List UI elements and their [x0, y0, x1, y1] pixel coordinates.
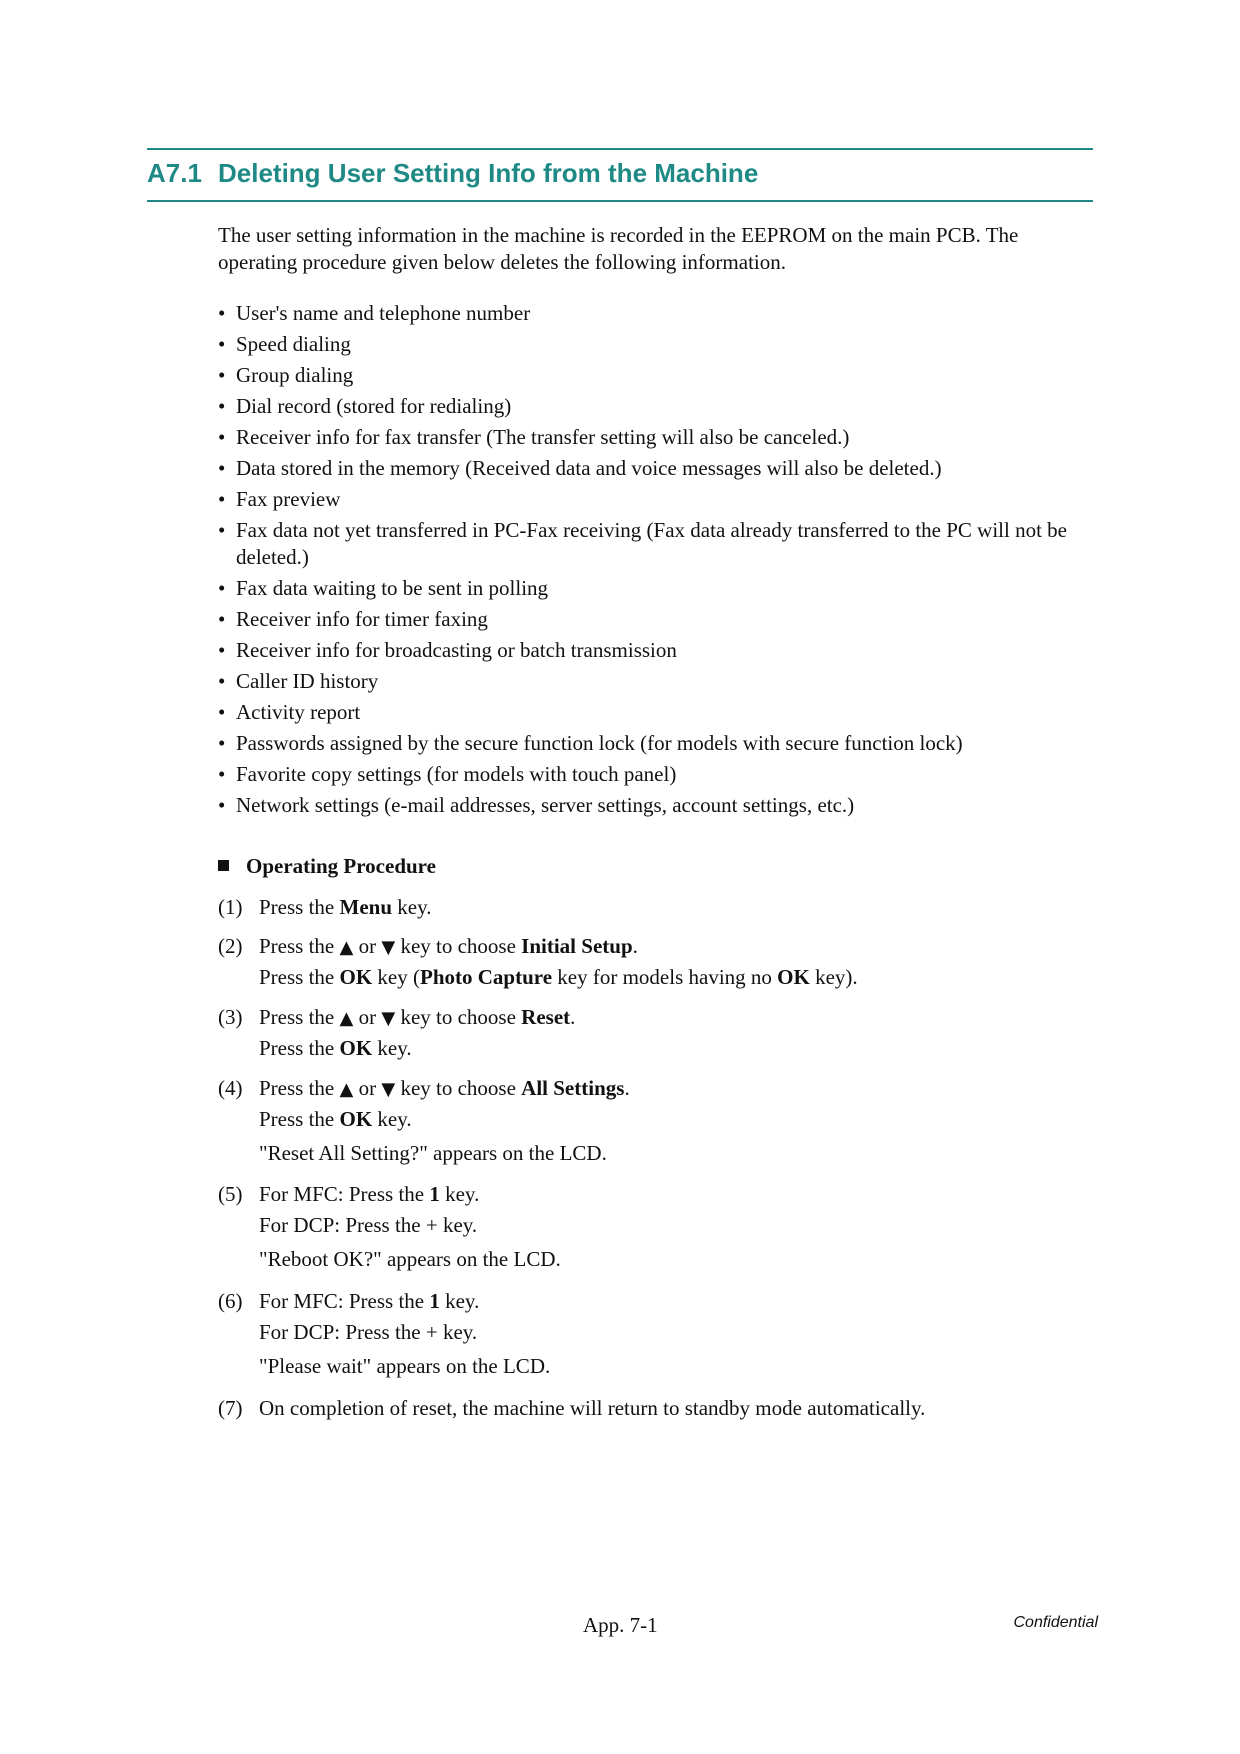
lcd-message: "Reset All Setting?" appears on the LCD.	[259, 1141, 607, 1165]
page-number: App. 7-1	[583, 1613, 658, 1637]
step-text: key.	[439, 1289, 480, 1313]
section-number: A7.1	[147, 158, 202, 188]
list-item-text: Fax preview	[236, 487, 341, 511]
list-item-text: Receiver info for broadcasting or batch transmission	[236, 638, 677, 662]
step-text: key to choose	[395, 1005, 522, 1029]
bullet-icon: •	[218, 456, 226, 480]
ok-key-label: OK	[339, 1107, 373, 1131]
step-text: key.	[372, 1036, 412, 1060]
bullet-icon: •	[218, 638, 226, 662]
list-item	[218, 699, 1096, 726]
up-arrow-icon: ▲	[339, 937, 354, 958]
list-item	[218, 637, 1096, 664]
step-text: key.	[392, 895, 432, 919]
list-item	[218, 424, 1096, 451]
step-text: For MFC: Press the	[259, 1182, 430, 1206]
step-text: or	[353, 934, 382, 958]
list-item	[218, 668, 1096, 695]
list-item	[218, 300, 1096, 327]
step-text: Press the	[259, 1036, 340, 1060]
list-item-text: Activity report	[236, 700, 361, 724]
step-text: key.	[439, 1182, 480, 1206]
list-item-text: Group dialing	[236, 363, 354, 387]
step-text: Press the	[259, 895, 340, 919]
list-item-text: Passwords assigned by the secure function lock (for models with secure function lock)	[236, 731, 963, 755]
step-line	[259, 1181, 479, 1208]
step-line	[259, 1288, 479, 1315]
down-arrow-icon: ▼	[381, 1008, 396, 1029]
key-1-label: 1	[429, 1289, 440, 1313]
step-line	[259, 1106, 412, 1133]
step-text: .	[570, 1005, 576, 1029]
step-line	[259, 1075, 630, 1103]
heading-rule-top	[147, 148, 1093, 150]
intro-paragraph: The user setting information in the machine is recorded in the EEPROM on the main PCB. The operating procedure given below deletes the following information.	[218, 223, 1019, 274]
down-arrow-icon: ▼	[381, 937, 396, 958]
step-text: Press the	[259, 1076, 340, 1100]
heading-rule-bottom	[147, 200, 1093, 202]
step-number: (4)	[218, 1076, 243, 1100]
step-line: On completion of reset, the machine will return to standby mode automatically.	[259, 1396, 926, 1420]
section-heading	[147, 158, 1093, 189]
menu-key-label: Menu	[339, 895, 392, 919]
step-line: For DCP: Press the + key.	[259, 1213, 478, 1237]
step-number: (1)	[218, 895, 243, 919]
bullet-icon: •	[218, 518, 226, 542]
bullet-icon: •	[218, 731, 226, 755]
list-item-text: Dial record (stored for redialing)	[236, 394, 512, 418]
step-text: .	[632, 934, 638, 958]
step-line	[259, 894, 431, 921]
step-number: (6)	[218, 1289, 243, 1313]
up-arrow-icon: ▲	[339, 1079, 354, 1100]
step-text: key.	[372, 1107, 412, 1131]
list-item-text: Fax data not yet transferred in PC-Fax receiving (Fax data already transferred to the PC will not be deleted.)	[236, 518, 1067, 569]
bullet-icon: •	[218, 487, 226, 511]
option-label: Reset	[521, 1005, 571, 1029]
list-item-text: Speed dialing	[236, 332, 351, 356]
step-number: (5)	[218, 1182, 243, 1206]
step-line	[259, 933, 638, 961]
list-item	[218, 362, 1096, 389]
list-item	[218, 606, 1096, 633]
list-item-text: Receiver info for timer faxing	[236, 607, 488, 631]
step-text: key for models having no	[552, 965, 778, 989]
list-item-text: User's name and telephone number	[236, 301, 531, 325]
lcd-message: "Please wait" appears on the LCD.	[259, 1354, 551, 1378]
option-label: All Settings	[521, 1076, 625, 1100]
list-item-text: Fax data waiting to be sent in polling	[236, 576, 549, 600]
step-text: or	[353, 1076, 382, 1100]
bullet-icon: •	[218, 762, 226, 786]
bullet-icon: •	[218, 576, 226, 600]
step-text: .	[624, 1076, 630, 1100]
step-text: Press the	[259, 1005, 340, 1029]
lcd-message: "Reboot OK?" appears on the LCD.	[259, 1247, 561, 1271]
step-number: (7)	[218, 1396, 243, 1420]
list-item-text: Favorite copy settings (for models with touch panel)	[236, 762, 677, 786]
step-line	[259, 964, 858, 991]
step-text: key to choose	[395, 934, 522, 958]
list-item	[218, 331, 1096, 358]
list-item	[218, 517, 1096, 571]
bullet-icon: •	[218, 301, 226, 325]
bullet-icon: •	[218, 394, 226, 418]
list-item	[218, 486, 1096, 513]
ok-key-label: OK	[339, 1036, 373, 1060]
list-item-text: Network settings (e-mail addresses, server settings, account settings, etc.)	[236, 793, 855, 817]
list-item	[218, 761, 1096, 788]
section-title: Deleting User Setting Info from the Machine	[218, 158, 759, 188]
step-text: key (	[372, 965, 420, 989]
bullet-icon: •	[218, 700, 226, 724]
list-item	[218, 792, 1096, 819]
square-bullet-icon	[218, 860, 229, 871]
ok-key-label: OK	[339, 965, 373, 989]
option-label: Initial Setup	[521, 934, 633, 958]
step-text: Press the	[259, 1107, 340, 1131]
step-text: or	[353, 1005, 382, 1029]
deleted-info-list	[218, 300, 1096, 823]
list-item	[218, 575, 1096, 602]
step-text: key to choose	[395, 1076, 522, 1100]
list-item	[218, 393, 1096, 420]
step-line	[259, 1004, 575, 1032]
up-arrow-icon: ▲	[339, 1008, 354, 1029]
confidential-label: Confidential	[1013, 1614, 1098, 1631]
list-item	[218, 455, 1096, 482]
list-item-text: Data stored in the memory (Received data and voice messages will also be deleted.)	[236, 456, 942, 480]
ok-key-label: OK	[777, 965, 810, 989]
photo-capture-key-label: Photo Capture	[420, 965, 553, 989]
step-text: key).	[809, 965, 858, 989]
procedure-heading	[218, 854, 436, 879]
list-item-text: Caller ID history	[236, 669, 379, 693]
step-text: Press the	[259, 934, 340, 958]
step-line: For DCP: Press the + key.	[259, 1320, 478, 1344]
step-text: Press the	[259, 965, 340, 989]
bullet-icon: •	[218, 425, 226, 449]
bullet-icon: •	[218, 669, 226, 693]
list-item-text: Receiver info for fax transfer (The transfer setting will also be canceled.)	[236, 425, 850, 449]
list-item	[218, 730, 1096, 757]
bullet-icon: •	[218, 363, 226, 387]
step-text: For MFC: Press the	[259, 1289, 430, 1313]
step-line	[259, 1035, 412, 1062]
bullet-icon: •	[218, 332, 226, 356]
step-number: (3)	[218, 1005, 243, 1029]
key-1-label: 1	[429, 1182, 440, 1206]
procedure-title: Operating Procedure	[246, 854, 436, 878]
down-arrow-icon: ▼	[381, 1079, 396, 1100]
bullet-icon: •	[218, 793, 226, 817]
step-number: (2)	[218, 934, 243, 958]
bullet-icon: •	[218, 607, 226, 631]
